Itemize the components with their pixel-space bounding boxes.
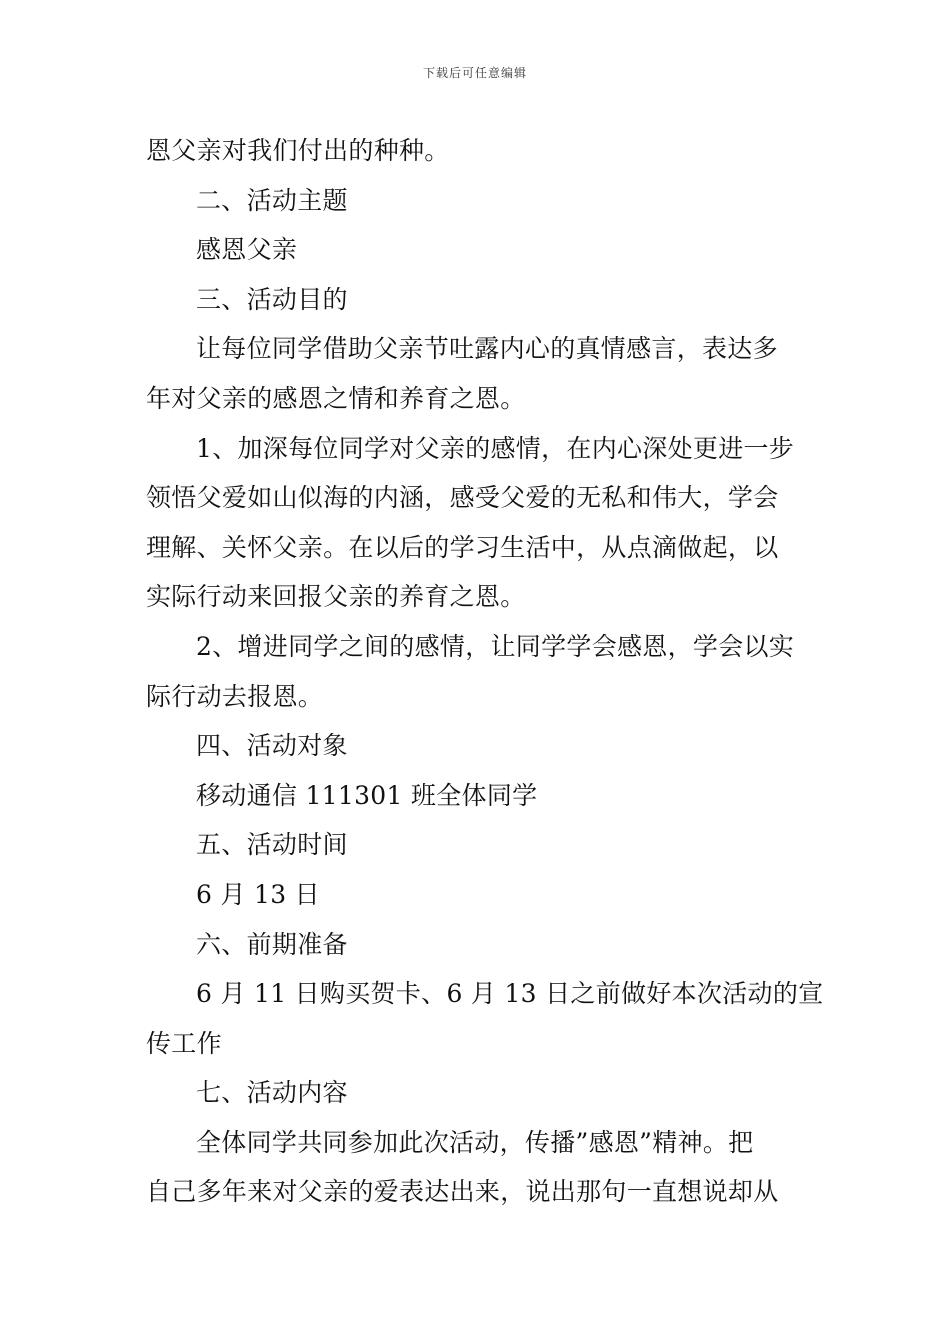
body-line: 三、活动目的	[196, 284, 348, 314]
body-line: 感恩父亲	[196, 235, 298, 265]
body-line: 理解、关怀父亲。在以后的学习生活中，从点滴做起，以	[146, 532, 779, 562]
body-line: 让每位同学借助父亲节吐露内心的真情感言，表达多	[196, 334, 778, 364]
body-line: 二、活动主题	[196, 185, 348, 215]
body-line: 自己多年来对父亲的爱表达出来，说出那句一直想说却从	[146, 1177, 779, 1207]
body-line: 年对父亲的感恩之情和养育之恩。	[146, 383, 526, 413]
body-line: 传工作	[146, 1028, 222, 1058]
body-line: 六、前期准备	[196, 929, 348, 959]
body-line: 2、增进同学之间的感情，让同学学会感恩，学会以实	[196, 631, 795, 661]
body-line: 6 月 13 日	[196, 879, 320, 909]
body-line: 际行动去报恩。	[146, 681, 324, 711]
body-line: 领悟父爱如山似海的内涵，感受父爱的无私和伟大，学会	[146, 483, 779, 513]
page-header: 下载后可任意编辑	[422, 66, 527, 80]
body-line: 实际行动来回报父亲的养育之恩。	[146, 582, 526, 612]
body-line: 恩父亲对我们付出的种种。	[146, 136, 450, 165]
body-line: 6 月 11 日购买贺卡、6 月 13 日之前做好本次活动的宣	[196, 979, 824, 1009]
body-line: 四、活动对象	[196, 731, 348, 761]
body-line: 全体同学共同参加此次活动，传播”感恩”精神。把	[196, 1127, 754, 1157]
body-line: 七、活动内容	[196, 1078, 348, 1108]
body-line: 移动通信 111301 班全体同学	[196, 780, 538, 810]
document-body	[146, 126, 824, 1217]
body-line: 五、活动时间	[196, 830, 348, 860]
body-line: 1、加深每位同学对父亲的感情，在内心深处更进一步	[196, 433, 795, 463]
